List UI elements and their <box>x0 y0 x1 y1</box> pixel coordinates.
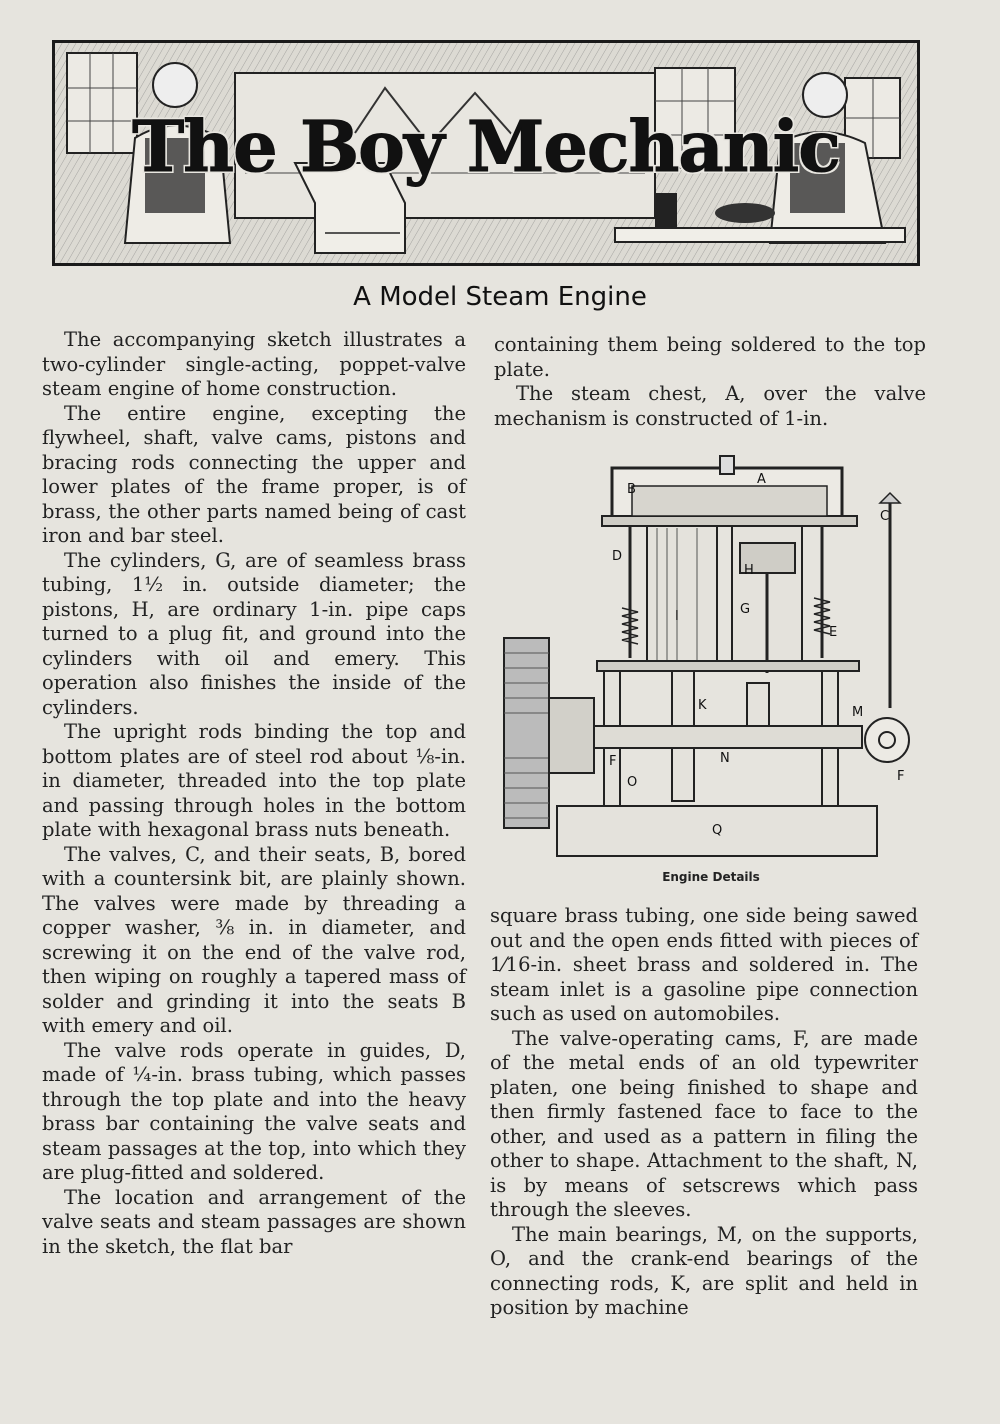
right-column-bottom <box>490 904 918 1321</box>
label-K: K <box>698 698 707 713</box>
label-N: N <box>720 751 730 766</box>
paragraph: The entire engine, excepting the flywheel, shaft, valve cams, pistons and bracing rods connecting the upper and lower plates of the frame proper, is of brass, the other parts named being of cast iron and bar steel. <box>42 401 466 547</box>
left-column <box>42 328 466 1259</box>
label-Q: Q <box>712 823 723 838</box>
label-F-left: F <box>609 754 617 769</box>
label-D: D <box>612 549 623 564</box>
label-B: B <box>627 482 636 497</box>
label-A: A <box>757 472 766 487</box>
article-title: A Model Steam Engine <box>353 282 647 312</box>
paragraph: The valves, C, and their seats, B, bored with a countersink bit, are plainly shown. The valves were made by threading a copper washer, ⅜ in. in diameter, and screwing it on the end of the valve rod, then wiping on roughly a tapered mass of solder and grinding it into the seats B with emery and oil. <box>42 842 466 1037</box>
header-banner <box>52 40 920 266</box>
label-C: C <box>880 509 890 524</box>
right-column-top <box>494 333 926 431</box>
label-G: G <box>740 602 751 617</box>
engine-diagram <box>492 448 930 873</box>
paragraph: square brass tubing, one side being sawed out and the open ends fitted with pieces of 1⁄16-in. sheet brass and soldered in. The steam inlet is a gasoline pipe connection such as used on automobiles. <box>490 904 918 1025</box>
label-M: M <box>852 705 864 720</box>
paragraph: The location and arrangement of the valve seats and steam passages are shown in the sketch, the flat bar <box>42 1185 466 1258</box>
paragraph: The valve-operating cams, F, are made of the metal ends of an old typewriter platen, one being finished to shape and then firmly fastened face to face to the other, and used as a pattern in filing the other to shape. Attachment to the shaft, N, is by means of setscrews which pass through the sleeves. <box>490 1026 918 1221</box>
paragraph: The main bearings, M, on the supports, O, and the crank-end bearings of the connecting rods, K, are split and held in position by machine <box>490 1222 918 1319</box>
banner-title: The Boy Mechanic <box>132 105 840 188</box>
engine-details-figure <box>492 448 930 873</box>
label-H: H <box>744 563 754 578</box>
paragraph: The valve rods operate in guides, D, made of ¼-in. brass tubing, which passes through the top plate and into the heavy brass bar containing the valve seats and steam passages at the top, into which they are plug-fitted and soldered. <box>42 1038 466 1184</box>
paragraph: containing them being soldered to the top plate. <box>494 333 926 381</box>
paragraph: The steam chest, A, over the valve mechanism is constructed of 1-in. <box>494 382 926 430</box>
label-O: O <box>627 775 638 790</box>
label-I: I <box>675 609 679 624</box>
paragraph: The cylinders, G, are of seamless brass tubing, 1½ in. outside diameter; the pistons, H, are ordinary 1-in. pipe caps turned to a plug fit, and ground into the cylinders with oil and emery. This operation also finishes the inside of the cylinders. <box>42 548 466 719</box>
label-F-right: F <box>897 769 905 784</box>
label-E: E <box>829 625 838 640</box>
paragraph: The accompanying sketch illustrates a two-cylinder single-acting, poppet-valve steam engine of home construction. <box>42 328 466 400</box>
paragraph: The upright rods binding the top and bottom plates are of steel rod about ⅛-in. in diameter, threaded into the top plate and passing through holes in the bottom plate with hexagonal brass nuts beneath. <box>42 720 466 841</box>
figure-caption: Engine Details <box>662 870 760 884</box>
